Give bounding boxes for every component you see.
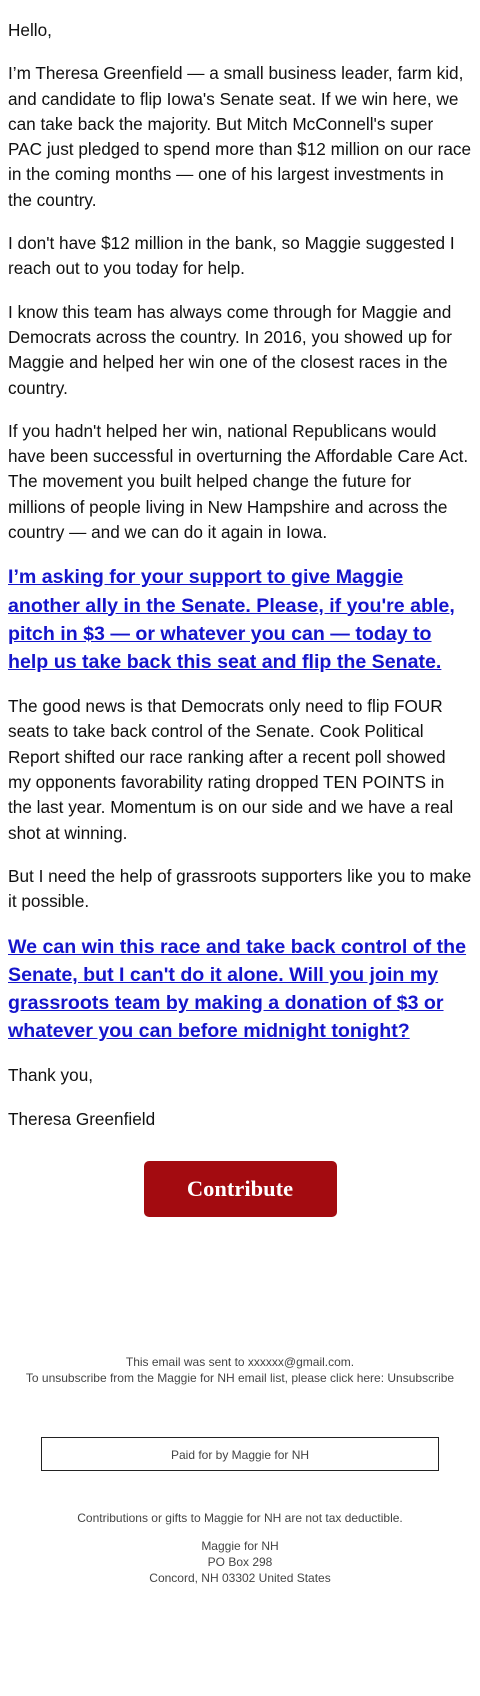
mailing-address [8,1538,472,1586]
donation-ask-2 [8,933,472,1046]
po-box: PO Box 298 [207,1554,273,1569]
donation-ask-1 [8,563,472,676]
unsubscribe-line [8,1370,472,1386]
body-paragraph: The good news is that Democrats only need to flip FOUR seats to take back control of the Senate. Cook Political Report shifted our race ranking after a recent poll showed my opponents favorability rating dropped TEN POINTS in the last year. Momentum is on our side and we have a real shot at winning. [8,696,454,843]
signoff: Thank you, [8,1065,94,1086]
city-line: Concord, NH 03302 United States [149,1570,331,1585]
contribute-button[interactable]: Contribute [144,1161,337,1217]
signature: Theresa Greenfield [8,1108,156,1129]
tax-note: Contributions or gifts to Maggie for NH are not tax deductible. [77,1510,403,1525]
body-paragraph: I don't have $12 million in the bank, so Maggie suggested I reach out to you today for help. [8,233,455,279]
contribute-button-wrap [8,1161,472,1217]
body-paragraph: But I need the help of grassroots supporters like you to make it possible. [8,865,472,912]
donation-link-2[interactable]: We can win this race and take back control of the Senate, but I can't do it alone. Will you join my grassroots team by making a donation of $3 or whatever you can before midnight tonight? [8,935,467,1043]
sent-to-text: This email was sent to xxxxxx@gmail.com. [125,1354,355,1369]
unsubscribe-link[interactable]: Unsubscribe [387,1370,455,1385]
unsubscribe-text: To unsubscribe from the Maggie for NH email list, please click here: [25,1370,388,1385]
footer-notice [8,1354,472,1386]
paid-for-box: Paid for by Maggie for NH [41,1437,439,1471]
body-paragraph: I know this team has always come through for Maggie and Democrats across the country. In 2016, you showed up for Maggie and helped her win one of the closest races in the country. [8,301,452,398]
body-paragraph: If you hadn't helped her win, national Republicans would have been successful in overturning the Affordable Care Act. The movement you built helped change the future for millions of people living in New Hampshire and across the country — and we can do it again in Iowa. [8,420,469,543]
body-paragraph: I’m Theresa Greenfield — a small business leader, farm kid, and candidate to flip Iowa's Senate seat. If we win here, we can take back the majority. But Mitch McConnell's super PAC just pledged to spend more than $12 million on our race in the coming months — one of his largest investments in the country. [8,63,472,210]
greeting: Hello, [8,20,52,40]
donation-link-1[interactable]: I’m asking for your support to give Maggie another ally in the Senate. Please, if you're able, pitch in $3 — or whatever you can — today to help us take back this seat and flip the Senate. [8,566,455,673]
org-name: Maggie for NH [201,1538,279,1553]
